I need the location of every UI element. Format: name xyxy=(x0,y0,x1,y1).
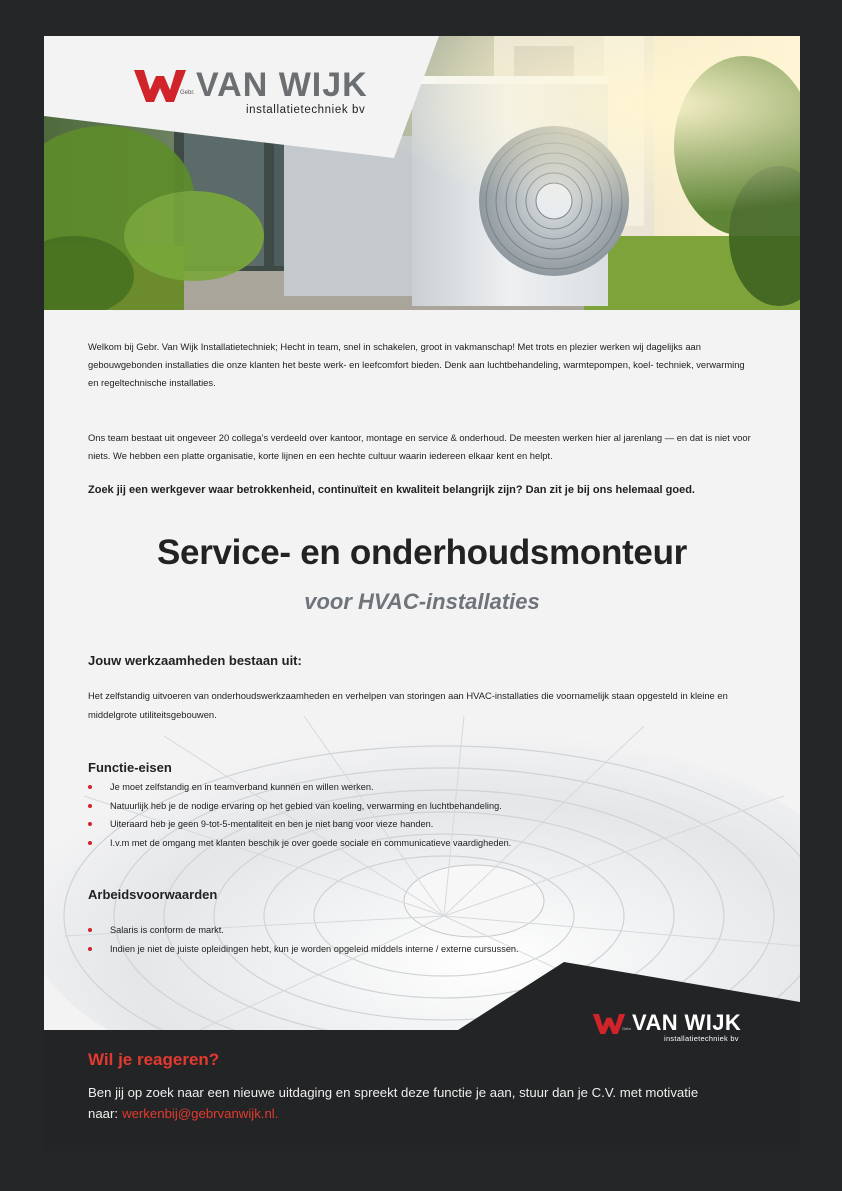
requirements-list xyxy=(88,778,511,852)
intro-highlight: Zoek jij een werkgever waar betrokkenheid, continuïteit en kwaliteit belangrijk zijn? Dan zit je bij ons helemaal goed. xyxy=(88,484,695,496)
cta-title: Wil je reageren? xyxy=(88,1050,220,1069)
logo-name: VAN WIJK xyxy=(632,1010,742,1035)
company-logo xyxy=(134,68,394,116)
email-link[interactable]: werkenbij@gebrvanwijk.nl. xyxy=(122,1106,279,1121)
list-item: Uiteraard heb je geen 9-tot-5-mentaliteit en ben je niet bang voor vieze handen. xyxy=(88,815,511,834)
bullet-icon xyxy=(88,785,92,789)
tasks-text: Het zelfstandig uitvoeren van onderhoudswerkzaamheden en verhelpen van storingen aan HVAC-installaties die voornamelijk staan opgesteld in kleine en middelgrote utiliteitsgebouwen. xyxy=(88,690,728,720)
list-item: Indien je niet de juiste opleidingen hebt, kun je worden opgeleid middels interne / externe cursussen. xyxy=(88,940,519,959)
bullet-icon xyxy=(88,928,92,932)
footer-logo xyxy=(592,1010,762,1046)
list-item: I.v.m met de omgang met klanten beschik je over goede sociale en communicatieve vaardigheden. xyxy=(88,834,511,853)
bullet-icon xyxy=(88,804,92,808)
logo-name: VAN WIJK xyxy=(196,66,368,104)
bullet-icon xyxy=(88,947,92,951)
conditions-heading: Arbeidsvoorwaarden xyxy=(88,887,218,902)
footer-panel xyxy=(44,1030,800,1151)
logo-tagline: installatietechniek bv xyxy=(664,1034,739,1043)
requirements-heading: Functie-eisen xyxy=(88,760,172,775)
brand-w-icon xyxy=(134,70,186,102)
list-item: Je moet zelfstandig en in teamverband kunnen en willen werken. xyxy=(88,778,511,797)
intro-paragraph-2: Ons team bestaat uit ongeveer 20 collega’s verdeeld over kantoor, montage en service & onderhoud. De meesten werken hier al jarenlang — en dat is niet voor niets. We hebben een platte organisatie, korte lijnen en een hechte cultuur waarin iedereen elkaar kent en helpt. xyxy=(88,432,751,461)
tasks-heading: Jouw werkzaamheden bestaan uit: xyxy=(88,653,302,668)
vacancy-sheet xyxy=(44,36,800,1151)
logo-prefix: Gebr. xyxy=(622,1026,632,1031)
logo-prefix: Gebr. xyxy=(180,90,195,96)
job-title: Service- en onderhoudsmonteur xyxy=(156,533,687,572)
list-item: Natuurlijk heb je de nodige ervaring op het gebied van koeling, verwarming en luchtbehandeling. xyxy=(88,797,511,816)
logo-tagline: installatietechniek bv xyxy=(246,104,366,116)
brand-w-icon xyxy=(592,1014,626,1034)
bullet-icon xyxy=(88,822,92,826)
intro-paragraph-1: Welkom bij Gebr. Van Wijk Installatietechniek; Hecht in team, snel in schakelen, groot in vakmanschap! Met trots en plezier werken wij dagelijks aan gebouwgebonden installaties die onze klanten het beste werk- en leefcomfort bieden. Denk aan luchtbehandeling, warmtepompen, koel- techniek, verwarming en regeltechnische installaties. xyxy=(88,341,745,388)
bullet-icon xyxy=(88,841,92,845)
list-item: Salaris is conform de markt. xyxy=(88,921,519,940)
cta-text: Ben jij op zoek naar een nieuwe uitdaging en spreekt deze functie je aan, stuur dan je C.V. met motivatie naar: werkenbij@gebrvanwijk.nl. xyxy=(88,1085,699,1121)
job-subtitle: voor HVAC-installaties xyxy=(304,589,540,614)
conditions-list xyxy=(88,921,519,958)
